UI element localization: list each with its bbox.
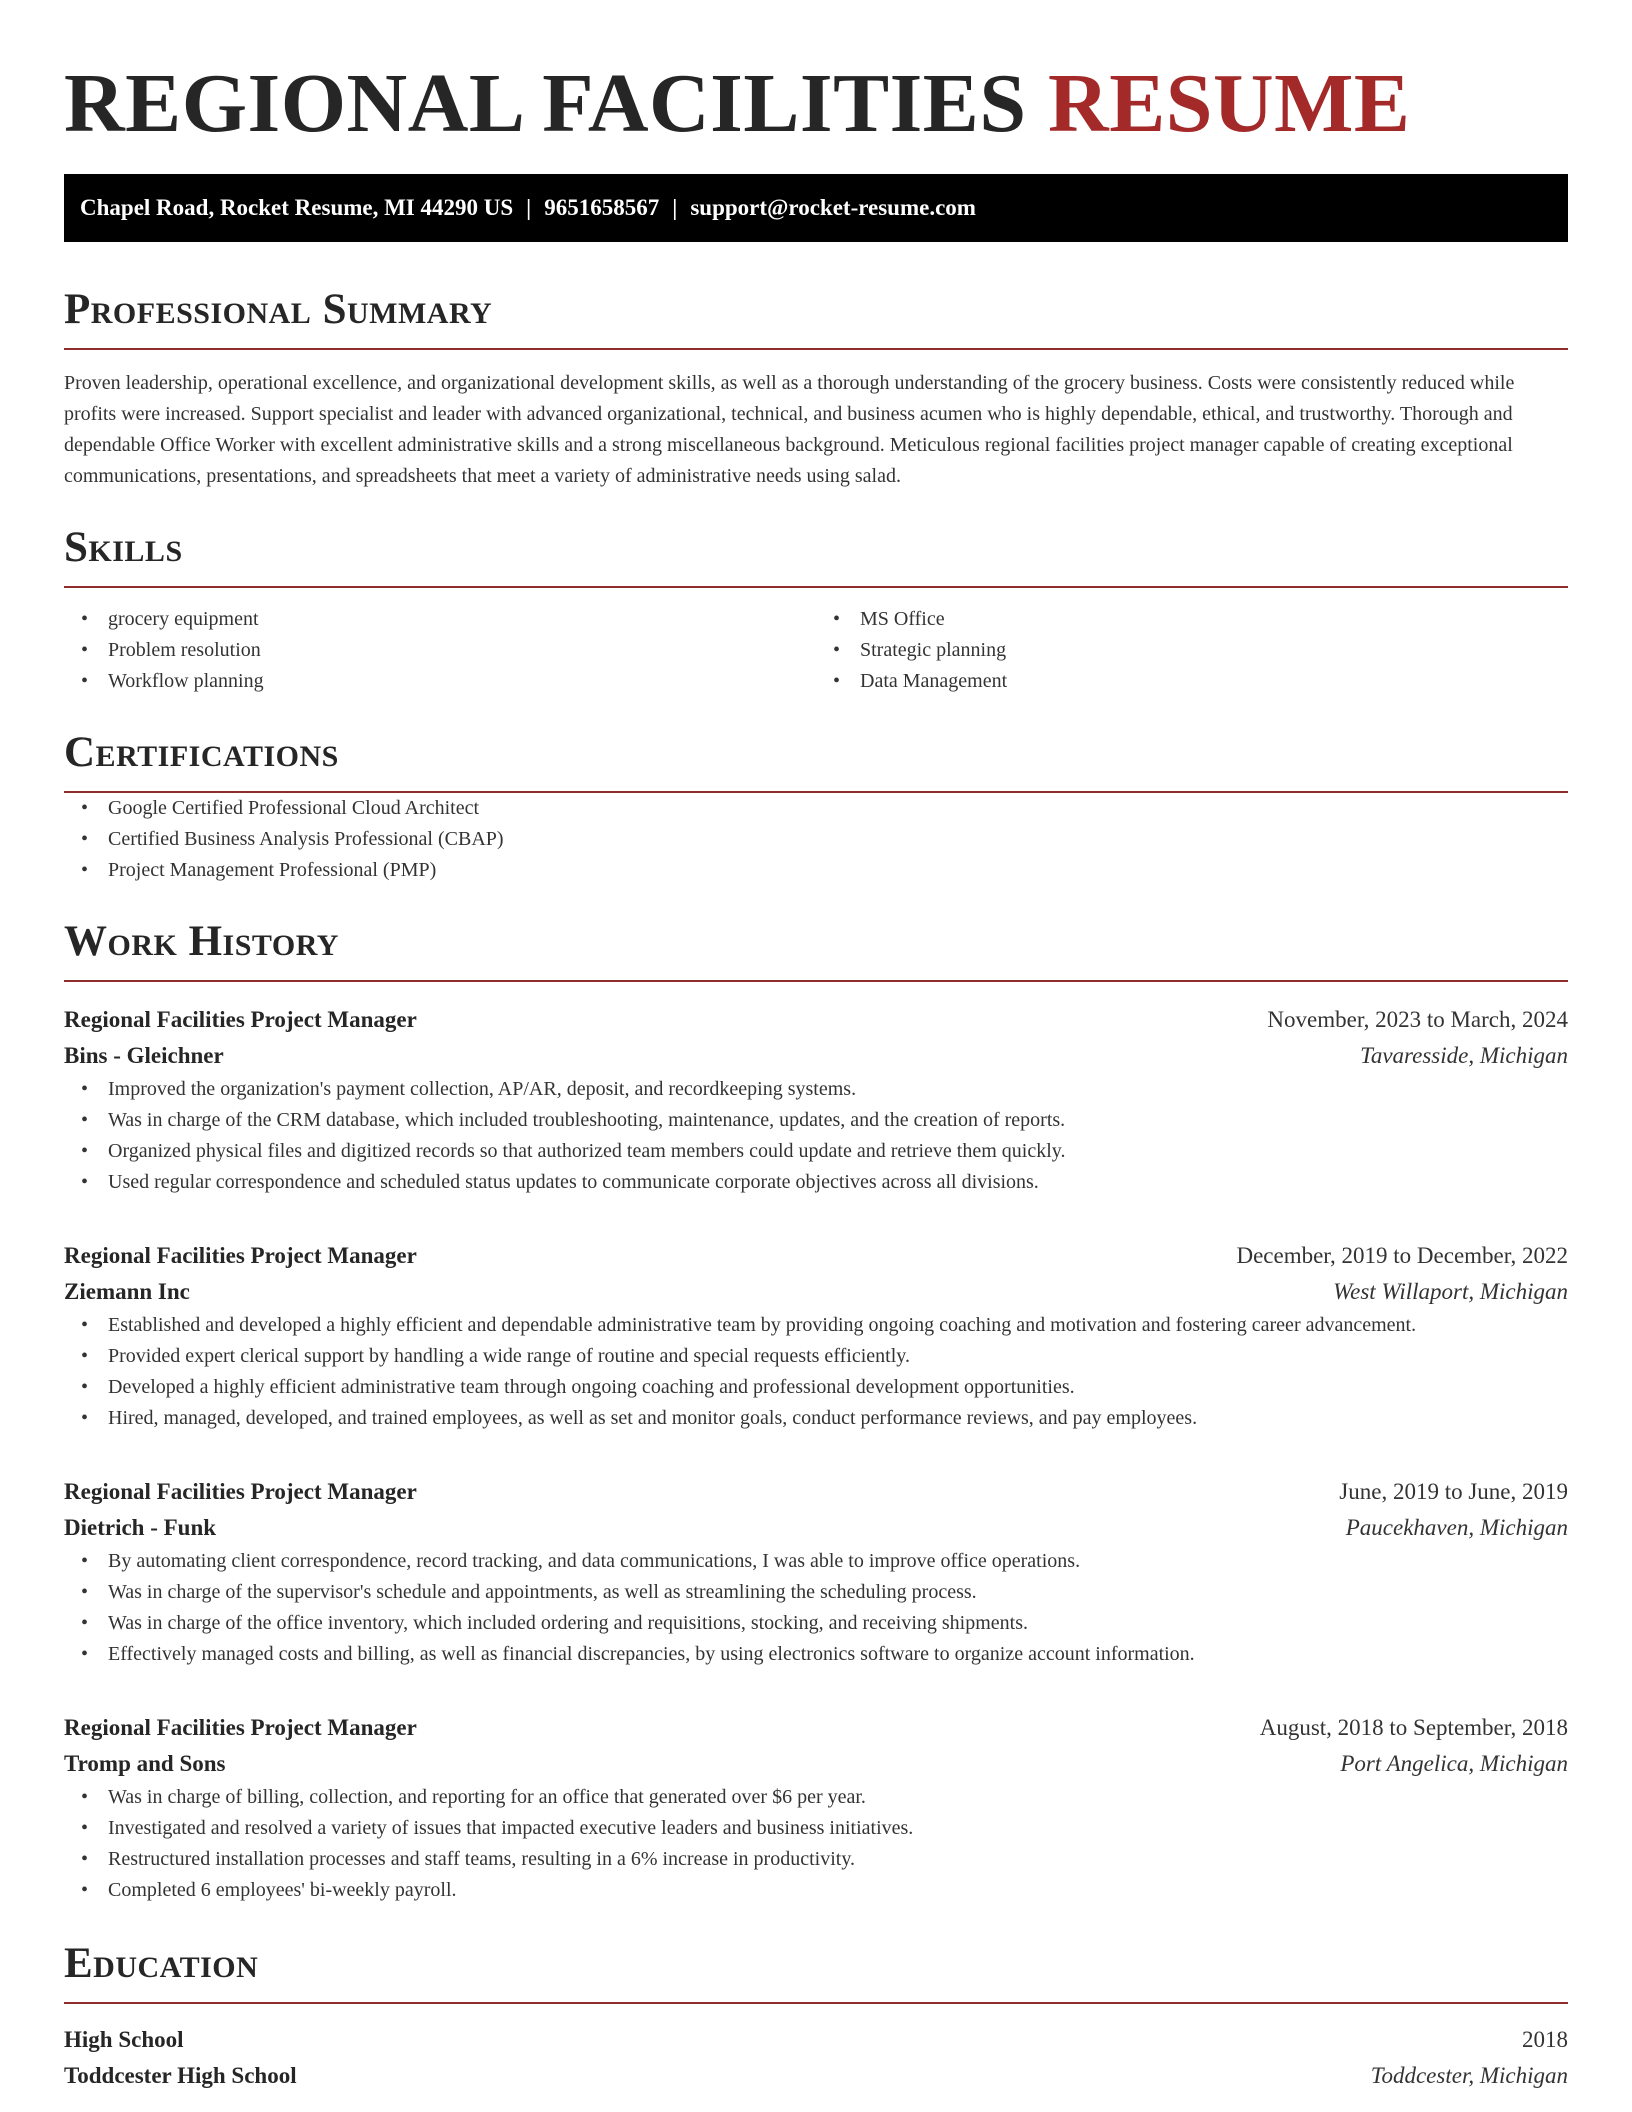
job-bullets [64,1782,1568,1906]
skills-section [64,520,1568,697]
bullet-icon: • [81,859,89,881]
bullet-icon: • [81,1109,89,1131]
summary-text: Proven leadership, operational excellence, and organizational development skills, as well as a thorough understanding of the grocery business. Costs were consistently reduced while profits were increased. Support specialist and leader with advanced organizational, technical, and business acumen who is highly dependable, ethical, and trustworthy. Thorough and dependable Office Worker with excellent administrative skills and a strong miscellaneous background. Meticulous regional facilities project manager capable of creating exceptional communications, presentations, and spreadsheets that meet a variety of administrative needs using salad. [64,372,1515,487]
education-heading: Education [64,1936,1568,2004]
skills-grid [64,604,1568,697]
job-header-row [64,1238,1568,1274]
certifications-list [64,793,1568,886]
job-company-row [64,1510,1568,1546]
job-bullets [64,1546,1568,1670]
job-bullet [64,1813,1568,1844]
skills-heading: Skills [64,520,1568,588]
education-location: Toddcester, Michigan [1370,2063,1568,2088]
job-bullet-text: Investigated and resolved a variety of issues that impacted executive leaders and business initiatives. [108,1817,914,1839]
contact-address: Chapel Road, Rocket Resume, MI 44290 US [80,195,514,220]
bullet-icon: • [81,1345,89,1367]
bullet-icon: • [81,1879,89,1901]
resume-title-accent: RESUME [1048,57,1411,150]
job-location: Paucekhaven, Michigan [1345,1515,1568,1540]
job-bullets [64,1074,1568,1198]
skill-item [64,604,816,635]
job-bullet [64,1074,1568,1105]
contact-email[interactable]: support@rocket-resume.com [690,195,976,220]
summary-heading: Professional Summary [64,282,1568,350]
certification-label: Google Certified Professional Cloud Architect [108,797,480,819]
job-bullet-text: Organized physical files and digitized records so that authorized team members could update and retrieve them quickly. [108,1140,1066,1162]
job-bullet [64,1105,1568,1136]
bullet-icon: • [81,608,89,630]
certifications-section [64,725,1568,886]
contact-separator: | [526,195,532,220]
bullet-icon: • [81,1786,89,1808]
job-bullet-text: Improved the organization's payment collection, AP/AR, deposit, and recordkeeping systems. [108,1078,857,1100]
job-bullet [64,1577,1568,1608]
job-bullet-text: By automating client correspondence, record tracking, and data communications, I was able to improve office operations. [108,1550,1081,1572]
education-year: 2018 [1522,2027,1568,2052]
skill-item [816,666,1568,697]
job-company: Dietrich - Funk [64,1515,217,1540]
job-bullet [64,1608,1568,1639]
job-bullet [64,1310,1568,1341]
job-bullet-text: Was in charge of the CRM database, which included troubleshooting, maintenance, updates, and the creation of reports. [108,1109,1066,1131]
education-school-row [64,2058,1568,2094]
skill-item [816,604,1568,635]
job-company-row [64,1746,1568,1782]
job-entry [64,1238,1568,1434]
contact-separator: | [672,195,678,220]
bullet-icon: • [81,1848,89,1870]
certification-label: Certified Business Analysis Professional (CBAP) [108,828,504,850]
bullet-icon: • [81,670,89,692]
skill-label: Problem resolution [108,639,261,661]
job-dates: June, 2019 to June, 2019 [1339,1479,1568,1504]
job-location: West Willaport, Michigan [1333,1279,1568,1304]
bullet-icon: • [81,1407,89,1429]
job-company: Bins - Gleichner [64,1043,224,1068]
job-header-row [64,1474,1568,1510]
bullet-icon: • [81,1140,89,1162]
job-bullet-text: Restructured installation processes and staff teams, resulting in a 6% increase in productivity. [108,1848,856,1870]
skills-list-right [816,604,1568,697]
job-bullet-text: Was in charge of the supervisor's schedule and appointments, as well as streamlining the scheduling process. [108,1581,977,1603]
job-bullet-text: Completed 6 employees' bi-weekly payroll. [108,1879,457,1901]
bullet-icon: • [81,1550,89,1572]
job-bullet [64,1403,1568,1434]
resume-title-main: REGIONAL FACILITIES [64,57,1027,150]
job-bullet [64,1341,1568,1372]
skill-item [816,635,1568,666]
job-header-row [64,1002,1568,1038]
certifications-heading: Certifications [64,725,1568,793]
certification-item [64,793,1568,824]
contact-phone[interactable]: 9651658567 [544,195,660,220]
bullet-icon: • [81,797,89,819]
education-entry [64,2022,1568,2094]
job-location: Tavaresside, Michigan [1360,1043,1568,1068]
job-bullet-text: Used regular correspondence and scheduled status updates to communicate corporate objectives across all divisions. [108,1171,1039,1193]
job-header-row [64,1710,1568,1746]
bullet-icon: • [81,1078,89,1100]
bullet-icon: • [81,1612,89,1634]
skill-label: Strategic planning [860,639,1007,661]
job-bullet [64,1546,1568,1577]
certification-item [64,855,1568,886]
job-bullet [64,1639,1568,1670]
certification-item [64,824,1568,855]
bullet-icon: • [81,1581,89,1603]
skill-item [64,666,816,697]
job-bullet-text: Was in charge of the office inventory, which included ordering and requisitions, stocking, and receiving shipments. [108,1612,1029,1634]
job-bullet [64,1372,1568,1403]
job-bullet [64,1167,1568,1198]
job-title: Regional Facilities Project Manager [64,1007,417,1032]
job-bullet [64,1844,1568,1875]
education-section [64,1936,1568,2094]
contact-bar [64,174,1568,242]
job-location: Port Angelica, Michigan [1340,1751,1568,1776]
job-company-row [64,1038,1568,1074]
skill-label: Data Management [860,670,1008,692]
bullet-icon: • [81,1817,89,1839]
job-entry [64,1474,1568,1670]
job-bullet-text: Effectively managed costs and billing, as well as financial discrepancies, by using electronics software to organize account information. [108,1643,1195,1665]
job-bullet-text: Provided expert clerical support by handling a wide range of routine and special requests efficiently. [108,1345,910,1367]
job-dates: August, 2018 to September, 2018 [1259,1715,1568,1740]
skill-label: MS Office [860,608,945,630]
job-company: Tromp and Sons [64,1751,226,1776]
skill-item [64,635,816,666]
job-company: Ziemann Inc [64,1279,190,1304]
job-entry [64,1002,1568,1198]
bullet-icon: • [81,828,89,850]
bullet-icon: • [81,1314,89,1336]
job-dates: November, 2023 to March, 2024 [1267,1007,1568,1032]
work-history-section [64,914,1568,1906]
education-degree: High School [64,2027,184,2052]
job-bullet [64,1875,1568,1906]
job-bullets [64,1310,1568,1434]
bullet-icon: • [833,608,841,630]
job-title: Regional Facilities Project Manager [64,1479,417,1504]
bullet-icon: • [81,1643,89,1665]
bullet-icon: • [81,1171,89,1193]
resume-title [64,0,1568,150]
summary-section [64,282,1568,492]
skills-list-left [64,604,816,697]
job-entry [64,1710,1568,1906]
job-bullet-text: Established and developed a highly efficient and dependable administrative team by providing ongoing coaching and motivation and fostering career advancement. [108,1314,1417,1336]
job-title: Regional Facilities Project Manager [64,1715,417,1740]
job-dates: December, 2019 to December, 2022 [1236,1243,1568,1268]
job-bullet [64,1782,1568,1813]
work-history-heading: Work History [64,914,1568,982]
bullet-icon: • [81,639,89,661]
certification-label: Project Management Professional (PMP) [108,859,437,881]
job-title: Regional Facilities Project Manager [64,1243,417,1268]
skill-label: grocery equipment [108,608,259,630]
job-company-row [64,1274,1568,1310]
education-school: Toddcester High School [64,2063,297,2088]
job-bullet [64,1136,1568,1167]
job-bullet-text: Hired, managed, developed, and trained employees, as well as set and monitor goals, conduct performance reviews, and pay employees. [108,1407,1198,1429]
job-bullet-text: Developed a highly efficient administrative team through ongoing coaching and professional development opportunities. [108,1376,1075,1398]
skill-label: Workflow planning [108,670,264,692]
bullet-icon: • [833,639,841,661]
job-bullet-text: Was in charge of billing, collection, and reporting for an office that generated over $6 per year. [108,1786,866,1808]
bullet-icon: • [833,670,841,692]
education-header-row [64,2022,1568,2058]
bullet-icon: • [81,1376,89,1398]
